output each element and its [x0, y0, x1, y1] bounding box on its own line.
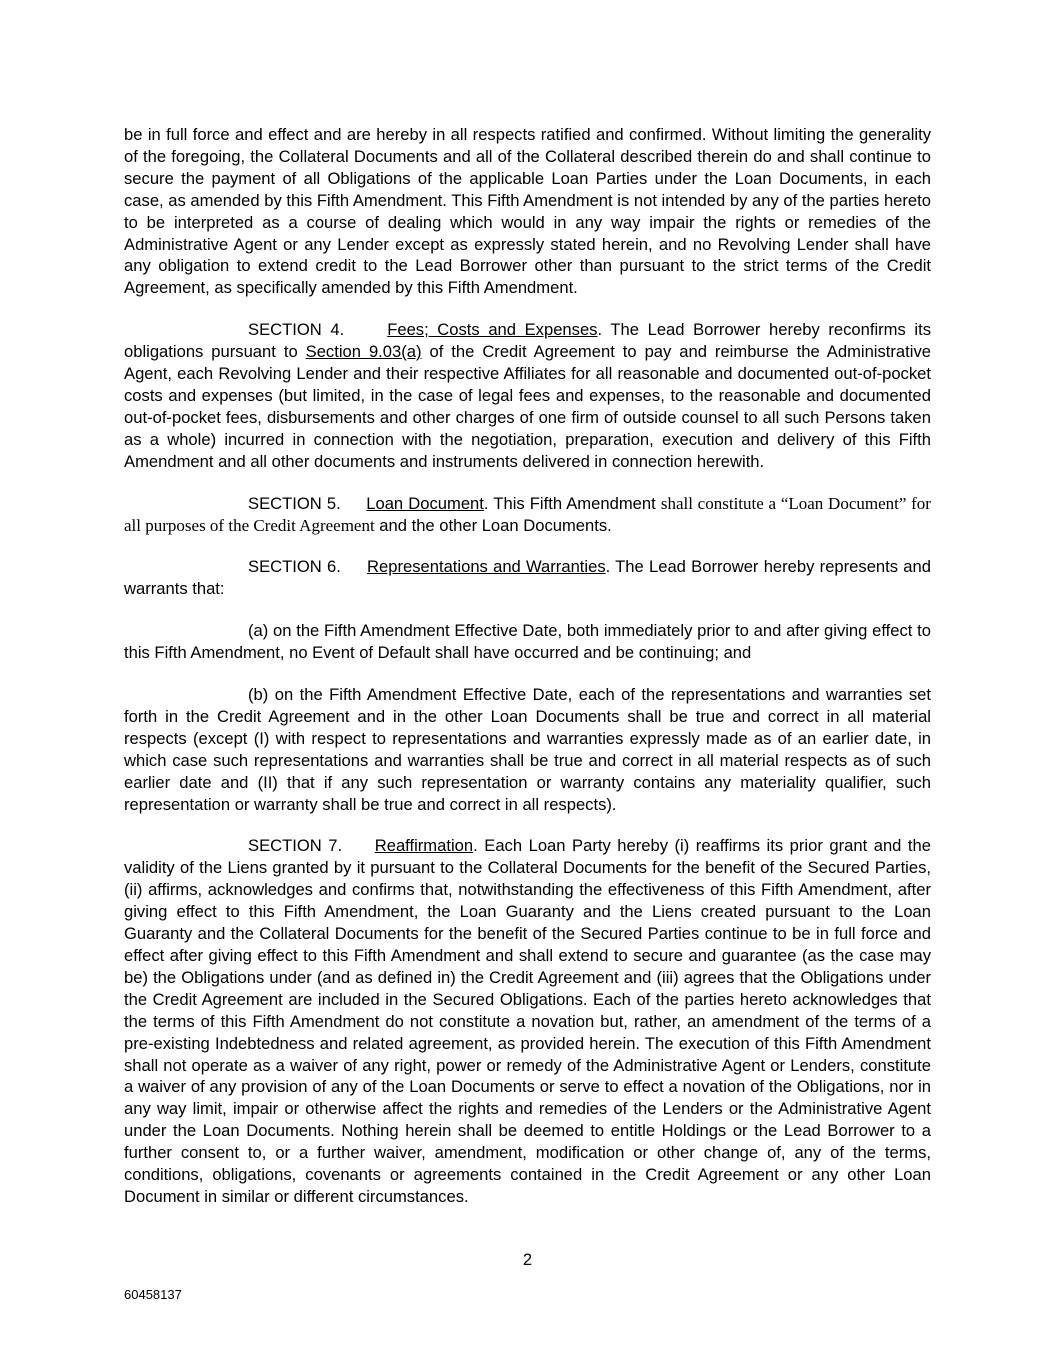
- section-6-number: SECTION 6.: [248, 557, 341, 577]
- section-7-text: . Each Loan Party hereby (i) reaffirms its prior grant and the validity of the Liens granted by it pursuant to the Collateral Documents for the benefit of the Secured Parties, (ii) affirms, acknowledges and confirms that, notwithstanding the effectiveness of this Fifth Amendment, after giving effect to this Fifth Amendment, the Loan Guaranty and the Liens created pursuant to the Loan Guaranty and the Collateral Documents for the benefit of the Secured Parties continue to be in full force and effect after giving effect to this Fifth Amendment and shall extend to secure and guarantee (as the case may be) the Obligations under (and as defined in) the Credit Agreement and (iii) agrees that the Obligations under the Credit Agreement are included in the Secured Obligations. Each of the parties hereto acknowledges that the terms of this Fifth Amendment do not constitute a novation but, rather, an amendment of the terms of a pre-existing Indebtedness and related agreement, as provided herein. The execution of this Fifth Amendment shall not operate as a waiver of any right, power or remedy of the Administrative Agent or Lenders, constitute a waiver of any provision of any of the Loan Documents or serve to effect a novation of the Obligations, nor in any way limit, impair or otherwise affect the rights and remedies of the Lenders or the Administrative Agent under the Loan Documents. Nothing herein shall be deemed to entitle Holdings or the Lead Borrower to a further consent to, or a further waiver, amendment, modification or other change of, any of the terms, conditions, obligations, covenants or agreements contained in the Credit Agreement or any other Loan Document in similar or different circumstances.: [124, 836, 931, 1206]
- section-4-text-a: . The Lead Borrower hereby reconfirms its obligations pursuant to: [124, 320, 931, 362]
- section-5-text-a: . This Fifth Amendment: [483, 493, 661, 513]
- section-6-paragraph: [124, 556, 931, 600]
- section-4-title: Fees; Costs and Expenses: [387, 320, 598, 340]
- section-9-03a-reference: Section 9.03(a): [305, 342, 422, 362]
- section-6-text: . The Lead Borrower hereby represents and warrants that:: [124, 557, 931, 599]
- document-id: 60458137: [124, 1287, 182, 1302]
- section-4-paragraph: [124, 319, 931, 472]
- section-7-number: SECTION 7.: [248, 836, 343, 856]
- page-number: 2: [522, 1250, 533, 1269]
- document-page: [124, 124, 931, 1208]
- section-5-number: SECTION 5.: [248, 493, 341, 513]
- section-5-paragraph: [124, 493, 931, 537]
- section-4-text-b: of the Credit Agreement to pay and reimburse the Administrative Agent, each Revolving Lender and their respective Affiliates for all reasonable and documented out-of-pocket costs and expenses (but limited, in the case of legal fees and expenses, to the reasonable and documented out-of-pocket fees, disbursements and other charges of one firm of outside counsel to all such Persons taken as a whole) incurred in connection with the negotiation, preparation, execution and delivery of this Fifth Amendment and all other documents and instruments delivered in connection herewith.: [124, 342, 931, 471]
- section-6-clause-a: (a) on the Fifth Amendment Effective Date, both immediately prior to and after giving effect to this Fifth Amendment, no Event of Default shall have occurred and be continuing; and: [124, 621, 931, 663]
- section-5-text-b: and the other Loan Documents.: [374, 515, 612, 535]
- section-6-clause-b: (b) on the Fifth Amendment Effective Date, each of the representations and warranties set forth in the Credit Agreement and in the other Loan Documents shall be true and correct in all material respects (except (I) with respect to representations and warranties expressly made as of an earlier date, in which case such representations and warranties shall be true and correct in all material respects as of such earlier date and (II) that if any such representation or warranty contains any materiality qualifier, such representation or warranty shall be true and correct in all respects).: [124, 685, 931, 814]
- section-5-text-serif: shall constitute a “Loan Document” for all purposes of the Credit Agreement: [124, 493, 931, 535]
- section-6-title: Representations and Warranties: [367, 557, 606, 577]
- section-5-title: Loan Document: [366, 493, 484, 513]
- continuation-paragraph: be in full force and effect and are hereby in all respects ratified and confirmed. Without limiting the generality of the foregoing, the Collateral Documents and all of the Collateral described therein do and shall continue to secure the payment of all Obligations of the applicable Loan Parties under the Loan Documents, in each case, as amended by this Fifth Amendment. This Fifth Amendment is not intended by any of the parties hereto to be interpreted as a course of dealing which would in any way impair the rights or remedies of the Administrative Agent or any Lender except as expressly stated herein, and no Revolving Lender shall have any obligation to extend credit to the Lead Borrower other than pursuant to the strict terms of the Credit Agreement, as specifically amended by this Fifth Amendment.: [124, 125, 931, 298]
- section-4-number: SECTION 4.: [248, 320, 345, 340]
- section-7-title: Reaffirmation: [374, 836, 474, 856]
- section-7-paragraph: [124, 835, 931, 1207]
